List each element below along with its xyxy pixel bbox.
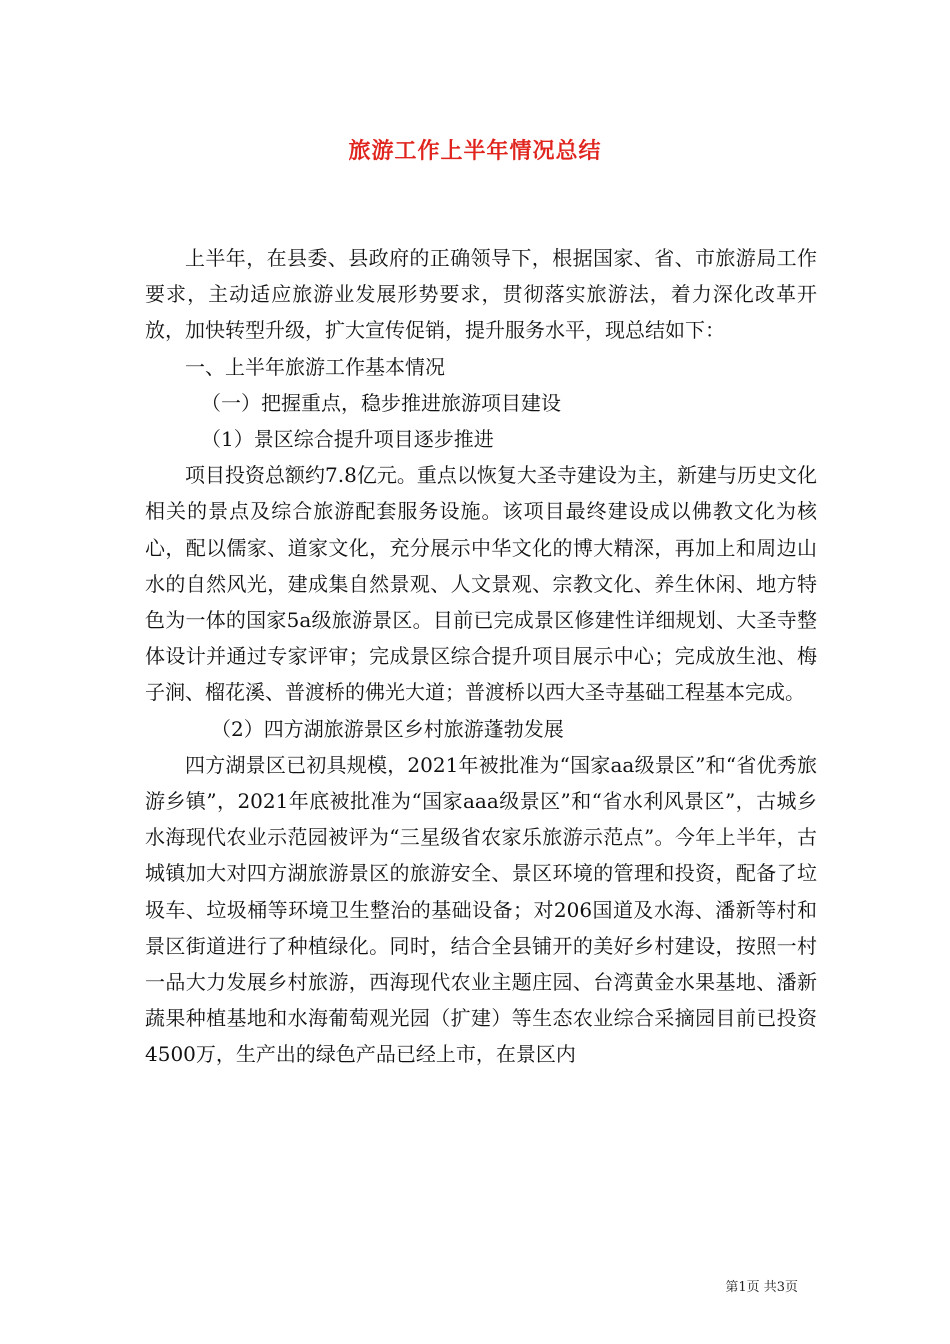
document-body <box>145 240 817 1073</box>
body-paragraph-1: 项目投资总额约7.8亿元。重点以恢复大圣寺建设为主，新建与历史文化相关的景点及综合旅游配套服务设施。该项目最终建设成以佛教文化为核心，配以儒家、道家文化，充分展示中华文化的博大精深，再加上和周边山水的自然风光，建成集自然景观、人文景观、宗教文化、养生休闲、地方特色为一体的国家5a级旅游景区。目前已完成景区修建性详细规划、大圣寺整体设计并通过专家评审；完成景区综合提升项目展示中心；完成放生池、梅子涧、榴花溪、普渡桥的佛光大道；普渡桥以西大圣寺基础工程基本完成。 <box>145 463 817 705</box>
body-paragraph-2: 四方湖景区已初具规模，2021年被批准为“国家aa级景区”和“省优秀旅游乡镇”，2021年底被批准为“国家aaa级景区”和“省水利风景区”，古城乡水海现代农业示范园被评为“三星级省农家乐旅游示范点”。今年上半年，古城镇加大对四方湖旅游景区的旅游安全、景区环境的管理和投资，配备了垃圾车、垃圾桶等环境卫生整治的基础设备；对206国道及水海、潘新等村和景区街道进行了种植绿化。同时，结合全县铺开的美好乡村建设，按照一村一品大力发展乡村旅游，西海现代农业主题庄园、台湾黄金水果基地、潘新蔬果种植基地和水海葡萄观光园（扩建）等生态农业综合采摘园目前已投资4500万，生产出的绿色产品已经上市，在景区内 <box>145 752 817 1067</box>
page-number: 第1页 共3页 <box>725 1280 798 1295</box>
subsection-heading-1: （一）把握重点，稳步推进旅游项目建设 <box>201 390 561 415</box>
intro-paragraph: 上半年，在县委、县政府的正确领导下，根据国家、省、市旅游局工作要求，主动适应旅游业发展形势要求，贯彻落实旅游法，着力深化改革开放，加快转型升级，扩大宣传促销，提升服务水平，现总结如下： <box>145 246 817 343</box>
section-heading-1: 一、上半年旅游工作基本情况 <box>185 354 445 379</box>
item-heading-1: （1）景区综合提升项目逐步推进 <box>201 427 494 452</box>
document-title: 旅游工作上半年情况总结 <box>348 138 602 164</box>
item-heading-2: （2）四方湖旅游景区乡村旅游蓬勃发展 <box>211 716 564 741</box>
